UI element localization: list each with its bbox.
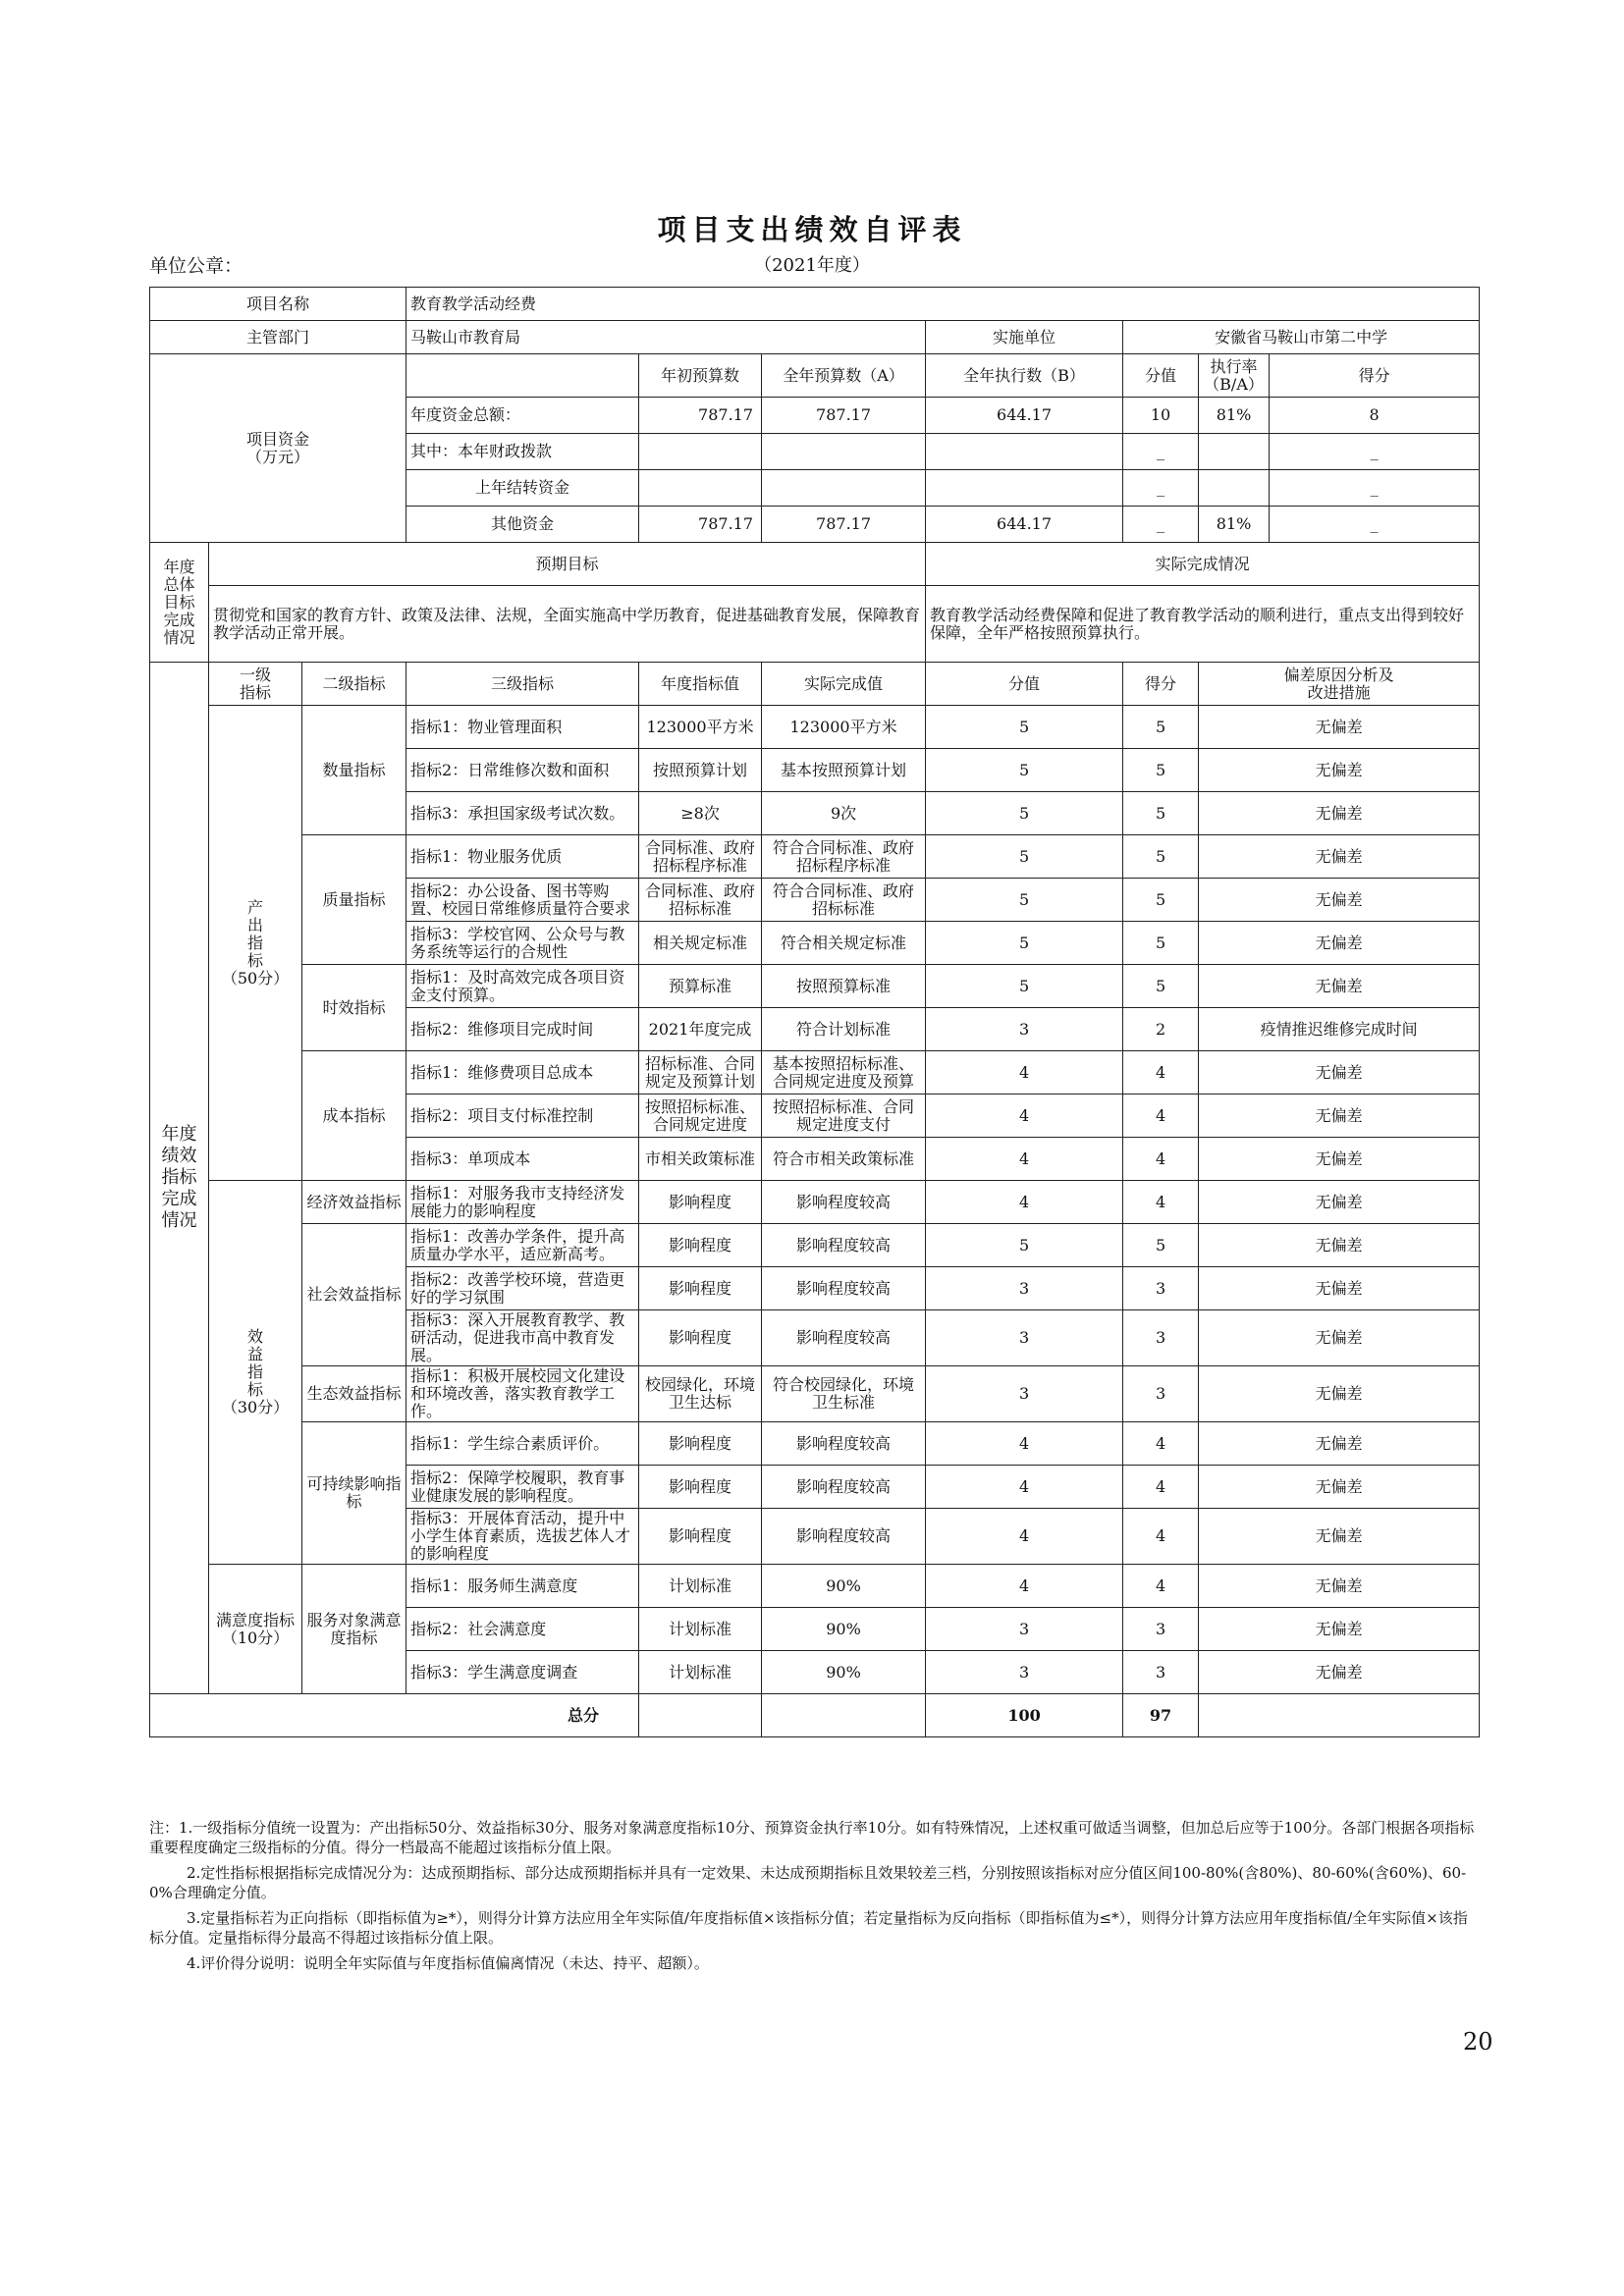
cell-text: 年度总体目标完成情况 <box>163 557 195 647</box>
indicator-actual: 按照招标标准、合同规定进度支付 <box>762 1095 926 1138</box>
funds-value: _ <box>1123 470 1199 507</box>
indicator-name: 指标3：学生满意度调查 <box>406 1651 639 1694</box>
cell-text: （50分） <box>221 968 290 988</box>
indicator-score: 3 <box>1123 1310 1199 1366</box>
funds-row-label: 年度资金总额： <box>406 398 639 434</box>
cell-text: 指 <box>246 933 263 952</box>
indicator-score: 4 <box>1123 1051 1199 1095</box>
cell-text: （B/A） <box>1204 374 1264 394</box>
indicator-deviation: 无偏差 <box>1199 1509 1480 1565</box>
indicator-weight: 4 <box>926 1051 1123 1095</box>
indicator-actual: 符合相关规定标准 <box>762 922 926 965</box>
indicator-actual: 符合计划标准 <box>762 1008 926 1051</box>
indicator-name: 指标3：承担国家级考试次数。 <box>406 792 639 835</box>
total-weight: 100 <box>926 1694 1123 1737</box>
funds-row-label: 其中：本年财政拨款 <box>406 434 639 470</box>
indicator-deviation: 无偏差 <box>1199 879 1480 922</box>
indicator-score: 3 <box>1123 1651 1199 1694</box>
indicator-actual: 影响程度较高 <box>762 1509 926 1565</box>
indicator-target: 影响程度 <box>639 1181 762 1224</box>
funds-value: 10 <box>1123 398 1199 434</box>
indicator-actual: 90% <box>762 1651 926 1694</box>
funds-value: 787.17 <box>639 398 762 434</box>
indicator-deviation: 无偏差 <box>1199 1138 1480 1181</box>
indicator-score: 4 <box>1123 1422 1199 1466</box>
indicator-name: 指标1：服务师生满意度 <box>406 1565 639 1608</box>
funds-value: _ <box>1270 507 1480 543</box>
year-label: （2021年度） <box>754 255 870 276</box>
col-header: 年初预算数 <box>639 354 762 398</box>
indicator-weight: 4 <box>926 1466 1123 1509</box>
cell-text: 出 <box>246 915 263 934</box>
page-title: 项目支出绩效自评表 <box>657 213 967 246</box>
indicator-deviation: 无偏差 <box>1199 792 1480 835</box>
indicator-name: 指标1：改善办学条件，提升高质量办学水平，适应新高考。 <box>406 1224 639 1267</box>
indicator-weight: 4 <box>926 1138 1123 1181</box>
indicator-name: 指标2：社会满意度 <box>406 1608 639 1651</box>
indicator-target: 123000平方米 <box>639 706 762 749</box>
indicator-deviation: 无偏差 <box>1199 1310 1480 1366</box>
funds-label <box>150 354 406 543</box>
funds-value: 644.17 <box>926 507 1123 543</box>
indicator-deviation: 无偏差 <box>1199 1565 1480 1608</box>
indicator-deviation: 无偏差 <box>1199 1095 1480 1138</box>
col-header: 分值 <box>1123 354 1199 398</box>
table-cell <box>762 1694 926 1737</box>
indicator-weight: 4 <box>926 1422 1123 1466</box>
funds-value <box>1199 470 1270 507</box>
funds-value: _ <box>1270 434 1480 470</box>
indicator-score: 5 <box>1123 749 1199 792</box>
project-name-value: 教育教学活动经费 <box>406 288 1480 321</box>
level2-label: 服务对象满意度指标 <box>302 1565 406 1694</box>
indicator-target: 计划标准 <box>639 1651 762 1694</box>
indicator-actual: 影响程度较高 <box>762 1310 926 1366</box>
col-header: 实际完成值 <box>762 663 926 706</box>
indicator-score: 5 <box>1123 1224 1199 1267</box>
indicator-score: 3 <box>1123 1608 1199 1651</box>
indicator-target: 影响程度 <box>639 1310 762 1366</box>
level2-label: 经济效益指标 <box>302 1181 406 1224</box>
funds-value <box>762 434 926 470</box>
col-header <box>209 663 302 706</box>
indicator-name: 指标3：深入开展教育教学、教研活动，促进我市高中教育发展。 <box>406 1310 639 1366</box>
level2-label: 可持续影响指标 <box>302 1422 406 1565</box>
indicator-deviation: 无偏差 <box>1199 1051 1480 1095</box>
indicator-target: 影响程度 <box>639 1267 762 1310</box>
indicator-target: 合同标准、政府招标标准 <box>639 879 762 922</box>
level2-label: 成本指标 <box>302 1051 406 1181</box>
indicator-weight: 5 <box>926 706 1123 749</box>
indicator-score: 5 <box>1123 922 1199 965</box>
indicator-actual: 影响程度较高 <box>762 1267 926 1310</box>
indicator-actual: 符合校园绿化，环境卫生标准 <box>762 1366 926 1422</box>
project-name-label: 项目名称 <box>150 288 406 321</box>
indicators-section-label: 年度绩效指标完成情况 <box>150 663 209 1694</box>
indicator-name: 指标1：物业管理面积 <box>406 706 639 749</box>
indicator-name: 指标2：维修项目完成时间 <box>406 1008 639 1051</box>
indicator-actual: 符合市相关政策标准 <box>762 1138 926 1181</box>
indicator-weight: 5 <box>926 835 1123 879</box>
output-label <box>209 706 302 1181</box>
indicator-actual: 90% <box>762 1608 926 1651</box>
indicator-weight: 5 <box>926 792 1123 835</box>
indicator-name: 指标2：改善学校环境，营造更好的学习氛围 <box>406 1267 639 1310</box>
indicator-deviation: 无偏差 <box>1199 1466 1480 1509</box>
note-1: 注：1.一级指标分值统一设置为：产出指标50分、效益指标30分、服务对象满意度指标10分、预算资金执行率10分。如有特殊情况，上述权重可做适当调整，但加总后应等于100分。各部门根据各项指标重要程度确定三级指标的分值。得分一档最高不能超过该指标分值上限。 <box>149 1819 1475 1856</box>
indicator-score: 5 <box>1123 792 1199 835</box>
funds-value <box>639 434 762 470</box>
table-cell <box>639 1694 762 1737</box>
indicator-weight: 5 <box>926 922 1123 965</box>
indicator-score: 4 <box>1123 1565 1199 1608</box>
funds-value: _ <box>1123 507 1199 543</box>
indicator-name: 指标1：物业服务优质 <box>406 835 639 879</box>
indicator-target: 计划标准 <box>639 1565 762 1608</box>
indicator-score: 3 <box>1123 1366 1199 1422</box>
indicator-actual: 影响程度较高 <box>762 1422 926 1466</box>
indicator-deviation: 无偏差 <box>1199 1422 1480 1466</box>
cell-text: 满意度指标 <box>215 1610 295 1629</box>
indicator-deviation: 无偏差 <box>1199 706 1480 749</box>
funds-value: 644.17 <box>926 398 1123 434</box>
total-label: 总分 <box>150 1694 639 1737</box>
indicator-name: 指标1：积极开展校园文化建设和环境改善，落实教育教学工作。 <box>406 1366 639 1422</box>
col-header: 得分 <box>1123 663 1199 706</box>
indicator-actual: 影响程度较高 <box>762 1224 926 1267</box>
cell-text: （10分） <box>221 1628 290 1647</box>
cell-text: 一级 <box>239 665 271 684</box>
indicator-actual: 基本按照预算计划 <box>762 749 926 792</box>
indicator-name: 指标2：办公设备、图书等购置、校园日常维修质量符合要求 <box>406 879 639 922</box>
indicator-deviation: 无偏差 <box>1199 749 1480 792</box>
indicator-actual: 按照预算标准 <box>762 965 926 1008</box>
cell-text: 执行率 <box>1210 356 1258 376</box>
indicator-target: 合同标准、政府招标程序标准 <box>639 835 762 879</box>
indicator-actual: 符合合同标准、政府招标程序标准 <box>762 835 926 879</box>
indicator-target: ≥8次 <box>639 792 762 835</box>
indicator-deviation: 疫情推迟维修完成时间 <box>1199 1008 1480 1051</box>
indicator-name: 指标1：维修费项目总成本 <box>406 1051 639 1095</box>
col-header: 得分 <box>1270 354 1480 398</box>
indicator-weight: 3 <box>926 1310 1123 1366</box>
col-header: 年度指标值 <box>639 663 762 706</box>
indicator-actual: 影响程度较高 <box>762 1181 926 1224</box>
level2-label: 时效指标 <box>302 965 406 1051</box>
indicator-target: 招标标准、合同规定及预算计划 <box>639 1051 762 1095</box>
indicator-target: 预算标准 <box>639 965 762 1008</box>
indicator-score: 4 <box>1123 1181 1199 1224</box>
indicator-score: 5 <box>1123 706 1199 749</box>
indicator-weight: 4 <box>926 1565 1123 1608</box>
cell-text: （万元） <box>246 447 310 466</box>
indicator-score: 5 <box>1123 965 1199 1008</box>
benefit-label <box>209 1181 302 1565</box>
funds-value: _ <box>1123 434 1199 470</box>
funds-value: 787.17 <box>762 507 926 543</box>
col-header: 三级指标 <box>406 663 639 706</box>
cell-text: 项目资金 <box>246 429 310 449</box>
indicator-target: 相关规定标准 <box>639 922 762 965</box>
page-number: 20 <box>1463 2028 1493 2056</box>
indicator-target: 市相关政策标准 <box>639 1138 762 1181</box>
indicator-score: 5 <box>1123 879 1199 922</box>
indicator-name: 指标2：保障学校履职，教育事业健康发展的影响程度。 <box>406 1466 639 1509</box>
notes <box>149 1818 1479 1979</box>
indicator-name: 指标3：单项成本 <box>406 1138 639 1181</box>
indicator-actual: 基本按照招标标准、合同规定进度及预算 <box>762 1051 926 1095</box>
indicator-deviation: 无偏差 <box>1199 1224 1480 1267</box>
indicator-target: 影响程度 <box>639 1509 762 1565</box>
total-score: 97 <box>1123 1694 1199 1737</box>
indicator-actual: 符合合同标准、政府招标标准 <box>762 879 926 922</box>
indicator-actual: 影响程度较高 <box>762 1466 926 1509</box>
indicator-deviation: 无偏差 <box>1199 1181 1480 1224</box>
goals-expected-text: 贯彻党和国家的教育方针、政策及法律、法规，全面实施高中学历教育，促进基础教育发展，保障教育教学活动正常开展。 <box>209 586 926 663</box>
note-2: 2.定性指标根据指标完成情况分为：达成预期指标、部分达成预期指标并具有一定效果、未达成预期指标且效果较差三档，分别按照该指标对应分值区间100-80%(含80%)、80-60%(含60%)、60-0%合理确定分值。 <box>149 1864 1467 1901</box>
dept-label: 主管部门 <box>150 321 406 354</box>
funds-value <box>762 470 926 507</box>
indicator-target: 按照招标标准、合同规定进度 <box>639 1095 762 1138</box>
unit-seal-label: 单位公章： <box>149 255 244 277</box>
indicator-actual: 90% <box>762 1565 926 1608</box>
indicator-name: 指标2：日常维修次数和面积 <box>406 749 639 792</box>
indicator-weight: 3 <box>926 1608 1123 1651</box>
indicator-target: 计划标准 <box>639 1608 762 1651</box>
indicator-score: 4 <box>1123 1509 1199 1565</box>
funds-value <box>926 470 1123 507</box>
dept-value: 马鞍山市教育局 <box>406 321 926 354</box>
table-cell <box>1199 1694 1480 1737</box>
cell-text: 指标 <box>239 682 271 702</box>
indicator-score: 4 <box>1123 1138 1199 1181</box>
col-header <box>1199 354 1270 398</box>
col-header: 全年预算数（A） <box>762 354 926 398</box>
level2-label: 质量指标 <box>302 835 406 965</box>
col-header: 分值 <box>926 663 1123 706</box>
indicator-score: 2 <box>1123 1008 1199 1051</box>
indicator-score: 4 <box>1123 1095 1199 1138</box>
indicator-deviation: 无偏差 <box>1199 1366 1480 1422</box>
funds-value: 81% <box>1199 398 1270 434</box>
funds-value: 81% <box>1199 507 1270 543</box>
indicator-deviation: 无偏差 <box>1199 965 1480 1008</box>
funds-row-label: 上年结转资金 <box>406 470 639 507</box>
cell-text: 标 <box>246 1380 263 1399</box>
indicator-target: 影响程度 <box>639 1422 762 1466</box>
goals-actual-text: 教育教学活动经费保障和促进了教育教学活动的顺利进行，重点支出得到较好保障，全年严格按照预算执行。 <box>926 586 1480 663</box>
funds-value <box>926 434 1123 470</box>
indicator-actual: 123000平方米 <box>762 706 926 749</box>
col-header: 二级指标 <box>302 663 406 706</box>
impl-value: 安徽省马鞍山市第二中学 <box>1123 321 1480 354</box>
indicator-deviation: 无偏差 <box>1199 835 1480 879</box>
table-cell <box>406 354 639 398</box>
cell-text: （30分） <box>221 1398 290 1416</box>
table-body <box>150 288 1480 1737</box>
indicator-name: 指标1：学生综合素质评价。 <box>406 1422 639 1466</box>
col-header: 全年执行数（B） <box>926 354 1123 398</box>
funds-row-label: 其他资金 <box>406 507 639 543</box>
indicator-deviation: 无偏差 <box>1199 1267 1480 1310</box>
indicator-weight: 5 <box>926 1224 1123 1267</box>
indicator-target: 影响程度 <box>639 1466 762 1509</box>
indicator-weight: 3 <box>926 1366 1123 1422</box>
level2-label: 社会效益指标 <box>302 1224 406 1366</box>
indicator-target: 按照预算计划 <box>639 749 762 792</box>
funds-value: 8 <box>1270 398 1480 434</box>
goals-label <box>150 543 209 663</box>
indicator-actual: 9次 <box>762 792 926 835</box>
satisfaction-label <box>209 1565 302 1694</box>
goals-actual-header: 实际完成情况 <box>926 543 1480 586</box>
impl-label: 实施单位 <box>926 321 1123 354</box>
cell-text: 改进措施 <box>1307 682 1371 702</box>
cell-text: 产 <box>246 897 263 917</box>
note-4: 4.评价得分说明：说明全年实际值与年度指标值偏离情况（未达、持平、超额）。 <box>187 1954 709 1972</box>
level2-label: 生态效益指标 <box>302 1366 406 1422</box>
cell-text: 标 <box>246 950 263 970</box>
indicator-name: 指标3：开展体育活动，提升中小学生体育素质，选拔艺体人才的影响程度 <box>406 1509 639 1565</box>
indicator-score: 3 <box>1123 1267 1199 1310</box>
indicator-weight: 5 <box>926 879 1123 922</box>
indicator-score: 4 <box>1123 1466 1199 1509</box>
indicator-target: 校园绿化，环境卫生达标 <box>639 1366 762 1422</box>
indicator-target: 影响程度 <box>639 1224 762 1267</box>
cell-text: 益 <box>246 1345 263 1363</box>
indicator-weight: 4 <box>926 1181 1123 1224</box>
cell-text: 效 <box>246 1327 263 1346</box>
evaluation-table <box>149 287 1480 1737</box>
funds-value: 787.17 <box>639 507 762 543</box>
funds-value <box>1199 434 1270 470</box>
indicator-deviation: 无偏差 <box>1199 1608 1480 1651</box>
note-3: 3.定量指标若为正向指标（即指标值为≥*），则得分计算方法应用全年实际值/年度指标值×该指标分值；若定量指标为反向指标（即指标值为≤*），则得分计算方法应用年度指标值/全年实际值×该指标分值。定量指标得分最高不得超过该指标分值上限。 <box>149 1909 1468 1947</box>
indicator-name: 指标1：对服务我市支持经济发展能力的影响程度 <box>406 1181 639 1224</box>
funds-value: _ <box>1270 470 1480 507</box>
funds-value: 787.17 <box>762 398 926 434</box>
cell-text: 指 <box>246 1362 263 1381</box>
indicator-deviation: 无偏差 <box>1199 1651 1480 1694</box>
funds-value <box>639 470 762 507</box>
indicator-weight: 3 <box>926 1267 1123 1310</box>
indicator-weight: 3 <box>926 1008 1123 1051</box>
indicator-name: 指标3：学校官网、公众号与教务系统等运行的合规性 <box>406 922 639 965</box>
indicator-name: 指标2：项目支付标准控制 <box>406 1095 639 1138</box>
level2-label: 数量指标 <box>302 706 406 835</box>
indicator-weight: 3 <box>926 1651 1123 1694</box>
indicator-score: 5 <box>1123 835 1199 879</box>
indicator-target: 2021年度完成 <box>639 1008 762 1051</box>
indicator-weight: 4 <box>926 1095 1123 1138</box>
indicator-weight: 5 <box>926 749 1123 792</box>
indicator-weight: 5 <box>926 965 1123 1008</box>
indicator-weight: 4 <box>926 1509 1123 1565</box>
indicator-name: 指标1：及时高效完成各项目资金支付预算。 <box>406 965 639 1008</box>
goals-expected-header: 预期目标 <box>209 543 926 586</box>
indicator-deviation: 无偏差 <box>1199 922 1480 965</box>
cell-text: 偏差原因分析及 <box>1283 665 1394 684</box>
col-header <box>1199 663 1480 706</box>
